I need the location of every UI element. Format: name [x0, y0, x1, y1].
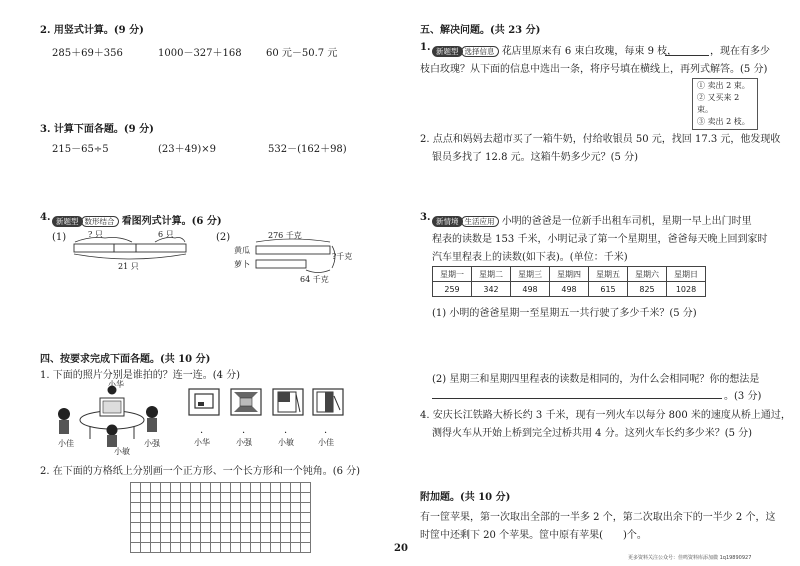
d2-diagram: [252, 236, 342, 276]
page-number: 20: [394, 543, 408, 554]
q2-item-1: 285＋69＋356: [52, 48, 123, 59]
d1-total-label: 21 只: [118, 262, 139, 271]
value-5: 615: [589, 282, 628, 297]
bonus-line2: 时筐中还剩下 20 个苹果。筐中原有苹果( )个。: [420, 530, 647, 541]
r-q1-number: 1.: [420, 42, 431, 53]
grid-paper[interactable]: [130, 482, 311, 553]
d2-row1-label: 黄瓜: [234, 246, 250, 255]
day-2: 星期二: [472, 267, 511, 282]
answer-dot-3: ·: [284, 428, 288, 439]
name-xiaoqiang: 小强: [144, 439, 160, 448]
q2-item-3: 60 元－50.7 元: [266, 48, 338, 59]
r-q4-line2: 测得火车从开始上桥到完全过桥共用 4 分。这列火车长约多少米？(5 分): [432, 428, 753, 439]
d2-label: (2): [216, 232, 231, 243]
q4-number: 4.: [40, 212, 51, 223]
r-q3-line1: [432, 212, 752, 227]
r-q1-text-a: 花店里原来有 6 束白玫瑰，每束 9 枝，: [501, 46, 678, 57]
d2-q-label: ?千克: [332, 252, 353, 261]
mileage-value-row: [433, 282, 706, 297]
q4-title: 看图列式计算。(6 分): [121, 216, 222, 227]
value-7: 1028: [667, 282, 706, 297]
answer-dot-1: ·: [200, 428, 204, 439]
day-7: 星期日: [667, 267, 706, 282]
r-q3-line3: 汽车里程表上的读数(如下表)。(单位：千米): [432, 252, 628, 263]
r-q4-line1: 4. 安庆长江铁路大桥长约 3 千米，现有一列火车以每分 800 米的速度从桥上通过，: [420, 410, 791, 421]
value-6: 825: [628, 282, 667, 297]
r-q2-line2: 银员多找了 12.8 元。这箱牛奶多少元？(5 分): [432, 152, 638, 163]
bonus-title: 附加题。(共 10 分): [420, 492, 511, 503]
q3-title: 3. 计算下面各题。(9 分): [40, 124, 154, 135]
q4-tag-2: 数形结合: [81, 216, 119, 227]
r-q3-sub2b: 。(3 分): [724, 391, 762, 402]
r-q3-sub1: (1) 小明的爸爸星期一至星期五一共行驶了多少千米？(5 分): [432, 308, 697, 319]
photo-4: [312, 388, 344, 416]
answer-name-3: 小敏: [278, 438, 294, 447]
r-q3-line2: 程表的读数是 153 千米，小明记录了第一个星期里，爸爸每天晚上回到家时: [432, 234, 768, 245]
r-q1-option-3: ③ 卖出 2 枝。: [697, 117, 750, 126]
q2-item-2: 1000－327＋168: [158, 48, 242, 59]
d1-b-label: 6 只: [158, 230, 174, 239]
day-1: 星期一: [433, 267, 472, 282]
answer-name-4: 小佳: [318, 438, 334, 447]
footer-note: 更多资料关注公众号：佳鸣资料库添加微 1q19890927: [628, 555, 752, 561]
day-3: 星期三: [511, 267, 550, 282]
s4q2-title: 2. 在下面的方格纸上分别画一个正方形、一个长方形和一个钝角。(6 分): [40, 466, 361, 477]
r-q3-sub2-blank[interactable]: [432, 398, 722, 399]
photo-1: [188, 388, 220, 416]
day-4: 星期四: [550, 267, 589, 282]
answer-dot-2: ·: [242, 428, 246, 439]
q4-tag-1: 新题型: [52, 216, 83, 227]
name-xiaojia: 小佳: [58, 439, 74, 448]
r-q2-line1: 2. 点点和妈妈去超市买了一箱牛奶，付给收银员 50 元，找回 17.3 元，他发现收: [420, 134, 781, 145]
q3-item-3: 532－(162＋98): [268, 144, 347, 155]
photo-2: [230, 388, 262, 416]
r-q1-option-2: ② 又买来 2 束。: [697, 93, 740, 114]
answer-name-1: 小华: [194, 438, 210, 447]
d2-diff-label: 64 千克: [300, 275, 329, 284]
r-q3-text-1: 小明的爸爸是一位新手出租车司机，星期一早上出门时里: [501, 216, 752, 227]
value-2: 342: [472, 282, 511, 297]
value-1: 259: [433, 282, 472, 297]
q3-item-1: 215－65÷5: [52, 144, 109, 155]
d2-top-label: 276 千克: [268, 231, 302, 240]
r-q1-line2: 枝白玫瑰？从下面的信息中选出一条，将序号填在横线上，再列式解答。(5 分): [420, 64, 768, 75]
name-xiaomin: 小敏: [114, 447, 130, 456]
d1-label: (1): [52, 232, 67, 243]
r-q1-options: [692, 78, 758, 130]
r-q1-tag-1: 新题型: [432, 46, 463, 57]
section-4-title: 四、按要求完成下面各题。(共 10 分): [40, 354, 211, 365]
r-q3-sub2a: (2) 星期三和星期四里程表的读数是相同的，为什么会相同呢？你的想法是: [432, 374, 760, 385]
value-4: 498: [550, 282, 589, 297]
answer-dot-4: ·: [324, 428, 328, 439]
name-xiaohua: 小华: [108, 380, 124, 389]
photo-3: [272, 388, 304, 416]
r-q1-text-b: ，现在有多少: [710, 46, 770, 57]
r-q3-tag-2: 生活应用: [461, 216, 499, 227]
r-q1-blank[interactable]: [665, 55, 709, 56]
mileage-table: [432, 266, 706, 297]
r-q1-line1: [432, 42, 677, 57]
q3-item-2: (23＋49)×9: [158, 144, 216, 155]
d1-a-label: ? 只: [88, 230, 103, 239]
s4q1-title: 1. 下面的照片分别是谁拍的？连一连。(4 分): [40, 370, 241, 381]
r-q1-option-1: ① 卖出 2 束。: [697, 81, 750, 90]
mileage-header-row: [433, 267, 706, 282]
section-5-title: 五、解决问题。(共 23 分): [420, 25, 541, 36]
answer-name-2: 小强: [236, 438, 252, 447]
q2-title: 2. 用竖式计算。(9 分): [40, 25, 144, 36]
value-3: 498: [511, 282, 550, 297]
day-5: 星期五: [589, 267, 628, 282]
r-q3-tag-1: 新情境: [432, 216, 463, 227]
r-q3-number: 3.: [420, 212, 431, 223]
r-q1-tag-2: 选择信息: [461, 46, 499, 57]
day-6: 星期六: [628, 267, 667, 282]
bonus-line1: 有一筐苹果，第一次取出全部的一半多 2 个，第二次取出余下的一半少 2 个，这: [420, 512, 776, 523]
q4-header: [52, 212, 222, 227]
d2-row2-label: 萝卜: [234, 260, 250, 269]
